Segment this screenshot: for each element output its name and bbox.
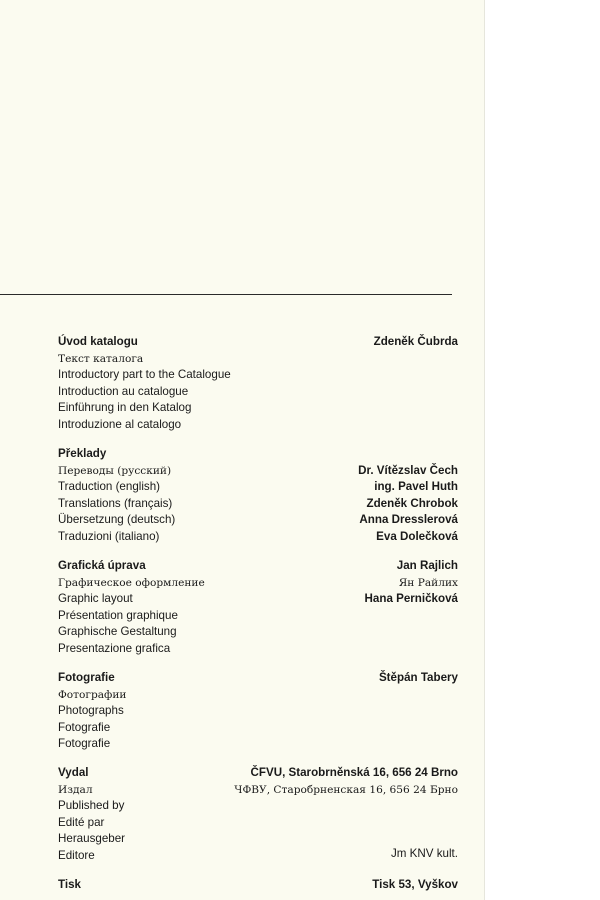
credit-name: ing. Pavel Huth (374, 480, 458, 493)
line-ru: Фотографии (58, 688, 127, 701)
credit-name: Štěpán Tabery (378, 671, 458, 684)
section-fotografie (58, 670, 458, 753)
credit-name: Dr. Vítězslav Čech (358, 463, 458, 477)
line-fr: Introduction au catalogue (58, 384, 189, 398)
line-de: Fotografie (58, 720, 111, 734)
line-de: Herausgeber (58, 832, 126, 845)
publisher-address: ČFVU, Starobrněnská 16, 656 24 Brno (250, 766, 458, 779)
section-heading: Překlady (58, 447, 107, 460)
credit-name: Hana Perničková (364, 592, 458, 605)
section-heading: Grafická úprava (58, 559, 146, 572)
page-edge (484, 0, 485, 900)
approval-text: Jm KNV kult. (391, 847, 458, 860)
line-en: Traduction (english) (58, 480, 161, 493)
credit-name: Anna Dresslerová (359, 513, 458, 526)
credit-name: Eva Dolečková (376, 529, 458, 543)
line-ru: Издал (58, 783, 93, 796)
line-fr: Edité par (58, 815, 105, 829)
line-ru: Переводы (русский) (58, 464, 172, 477)
line-it: Traduzioni (italiano) (58, 529, 160, 543)
section-tisk (58, 877, 458, 894)
line-de: Einführung in den Katalog (58, 401, 192, 414)
line-fr: Présentation graphique (58, 608, 178, 622)
section-heading: Vydal (58, 766, 89, 779)
line-de: Übersetzung (deutsch) (58, 513, 176, 526)
line-en: Graphic layout (58, 592, 133, 605)
line-it: Fotografie (58, 737, 111, 750)
line-it: Presentazione grafica (58, 641, 171, 655)
line-en: Introductory part to the Catalogue (58, 368, 231, 381)
section-preklady (58, 446, 458, 545)
line-fr: Translations (français) (58, 496, 173, 510)
line-ru: Графическое оформление (58, 576, 205, 589)
line-en: Photographs (58, 704, 124, 717)
section-uvod (58, 334, 458, 433)
credit-name: Jan Rajlich (396, 559, 458, 572)
approval-note (58, 846, 458, 863)
credit-name: Zdeněk Chrobok (366, 496, 458, 510)
horizontal-rule (0, 294, 452, 295)
section-heading: Tisk (58, 878, 81, 891)
credit-name-ru: Ян Райлих (398, 576, 458, 589)
publisher-address-ru: ЧФВУ, Старобрненская 16, 656 24 Брно (234, 783, 458, 796)
line-ru: Текст каталога (58, 352, 144, 365)
section-heading: Úvod katalogu (58, 335, 138, 348)
line-en: Published by (58, 799, 125, 812)
line-it: Editore (58, 848, 95, 862)
section-heading: Fotografie (58, 671, 115, 684)
printer-name: Tisk 53, Vyškov (372, 878, 458, 891)
line-it: Introduzione al catalogo (58, 417, 182, 431)
section-graficka (58, 558, 458, 657)
line-de: Graphische Gestaltung (58, 625, 177, 638)
credit-name: Zdeněk Čubrda (373, 335, 458, 348)
